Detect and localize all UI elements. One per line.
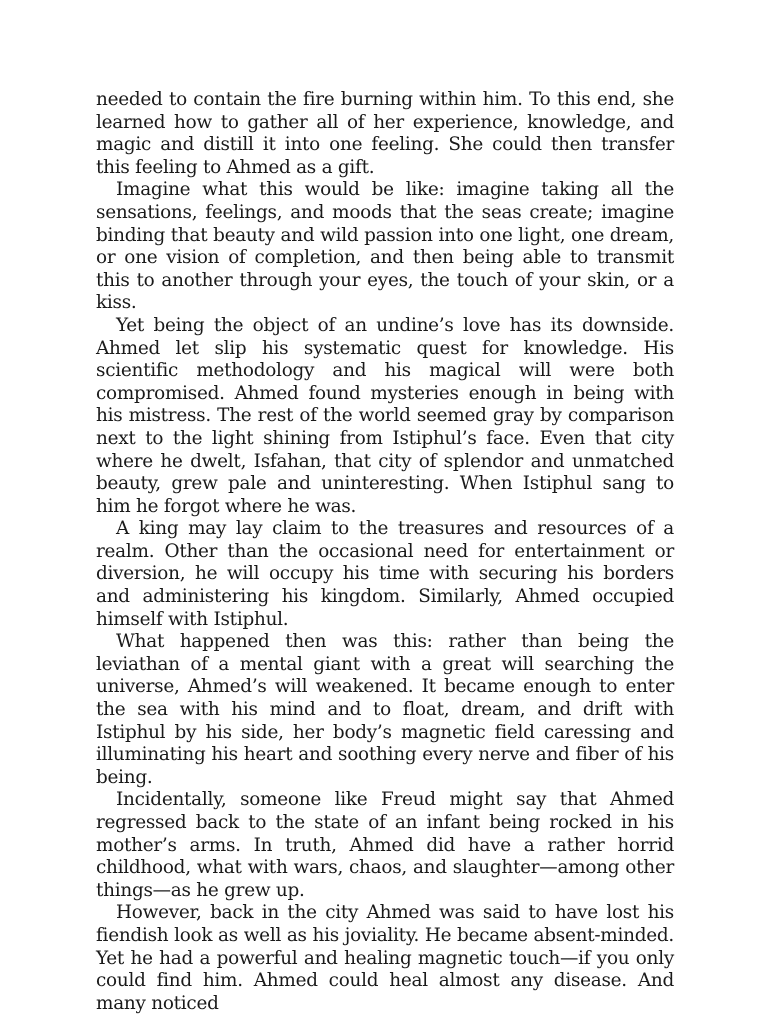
page-body (96, 89, 674, 1015)
paragraph-2: Imagine what this would be like: imagine taking all the sensations, feelings, and moods that the seas create; imagine binding that beauty and wild passion into one light, one dream, or one vision of completion, and then being able to transmit this to another through your eyes, the touch of your skin, or a kiss. (96, 179, 674, 314)
paragraph-6: Incidentally, someone like Freud might say that Ahmed regressed back to the state of an infant being rocked in his mother’s arms. In truth, Ahmed did have a rather horrid childhood, what with wars, chaos, and slaughter—among other things—as he grew up. (96, 789, 674, 901)
paragraph-5: What happened then was this: rather than being the leviathan of a mental giant with a great will searching the universe, Ahmed’s will weakened. It became enough to enter the sea with his mind and to float, dream, and drift with Istiphul by his side, her body’s magnetic field caressing and illuminating his heart and soothing every nerve and fiber of his being. (96, 631, 674, 788)
paragraph-4: A king may lay claim to the treasures and resources of a realm. Other than the occasional need for entertainment or diversion, he will occupy his time with securing his borders and administering his kingdom. Similarly, Ahmed occupied himself with Istiphul. (96, 518, 674, 630)
paragraph-3: Yet being the object of an undine’s love has its downside. Ahmed let slip his systematic quest for knowledge. His scientific methodology and his magical will were both compromised. Ahmed found mysteries enough in being with his mistress. The rest of the world seemed gray by comparison next to the light shining from Istiphul’s face. Even that city where he dwelt, Isfahan, that city of splendor and unmatched beauty, grew pale and uninteresting. When Istiphul sang to him he forgot where he was. (96, 314, 674, 517)
paragraph-7: However, back in the city Ahmed was said to have lost his fiendish look as well as his joviality. He became absent-minded. Yet he had a powerful and healing magnetic touch—if you only could find him. Ahmed could heal almost any disease. And many noticed (96, 902, 674, 1014)
paragraph-1: needed to contain the fire burning within him. To this end, she learned how to gather all of her experience, knowledge, and magic and distill it into one feeling. She could then transfer this feeling to Ahmed as a gift. (96, 89, 674, 178)
